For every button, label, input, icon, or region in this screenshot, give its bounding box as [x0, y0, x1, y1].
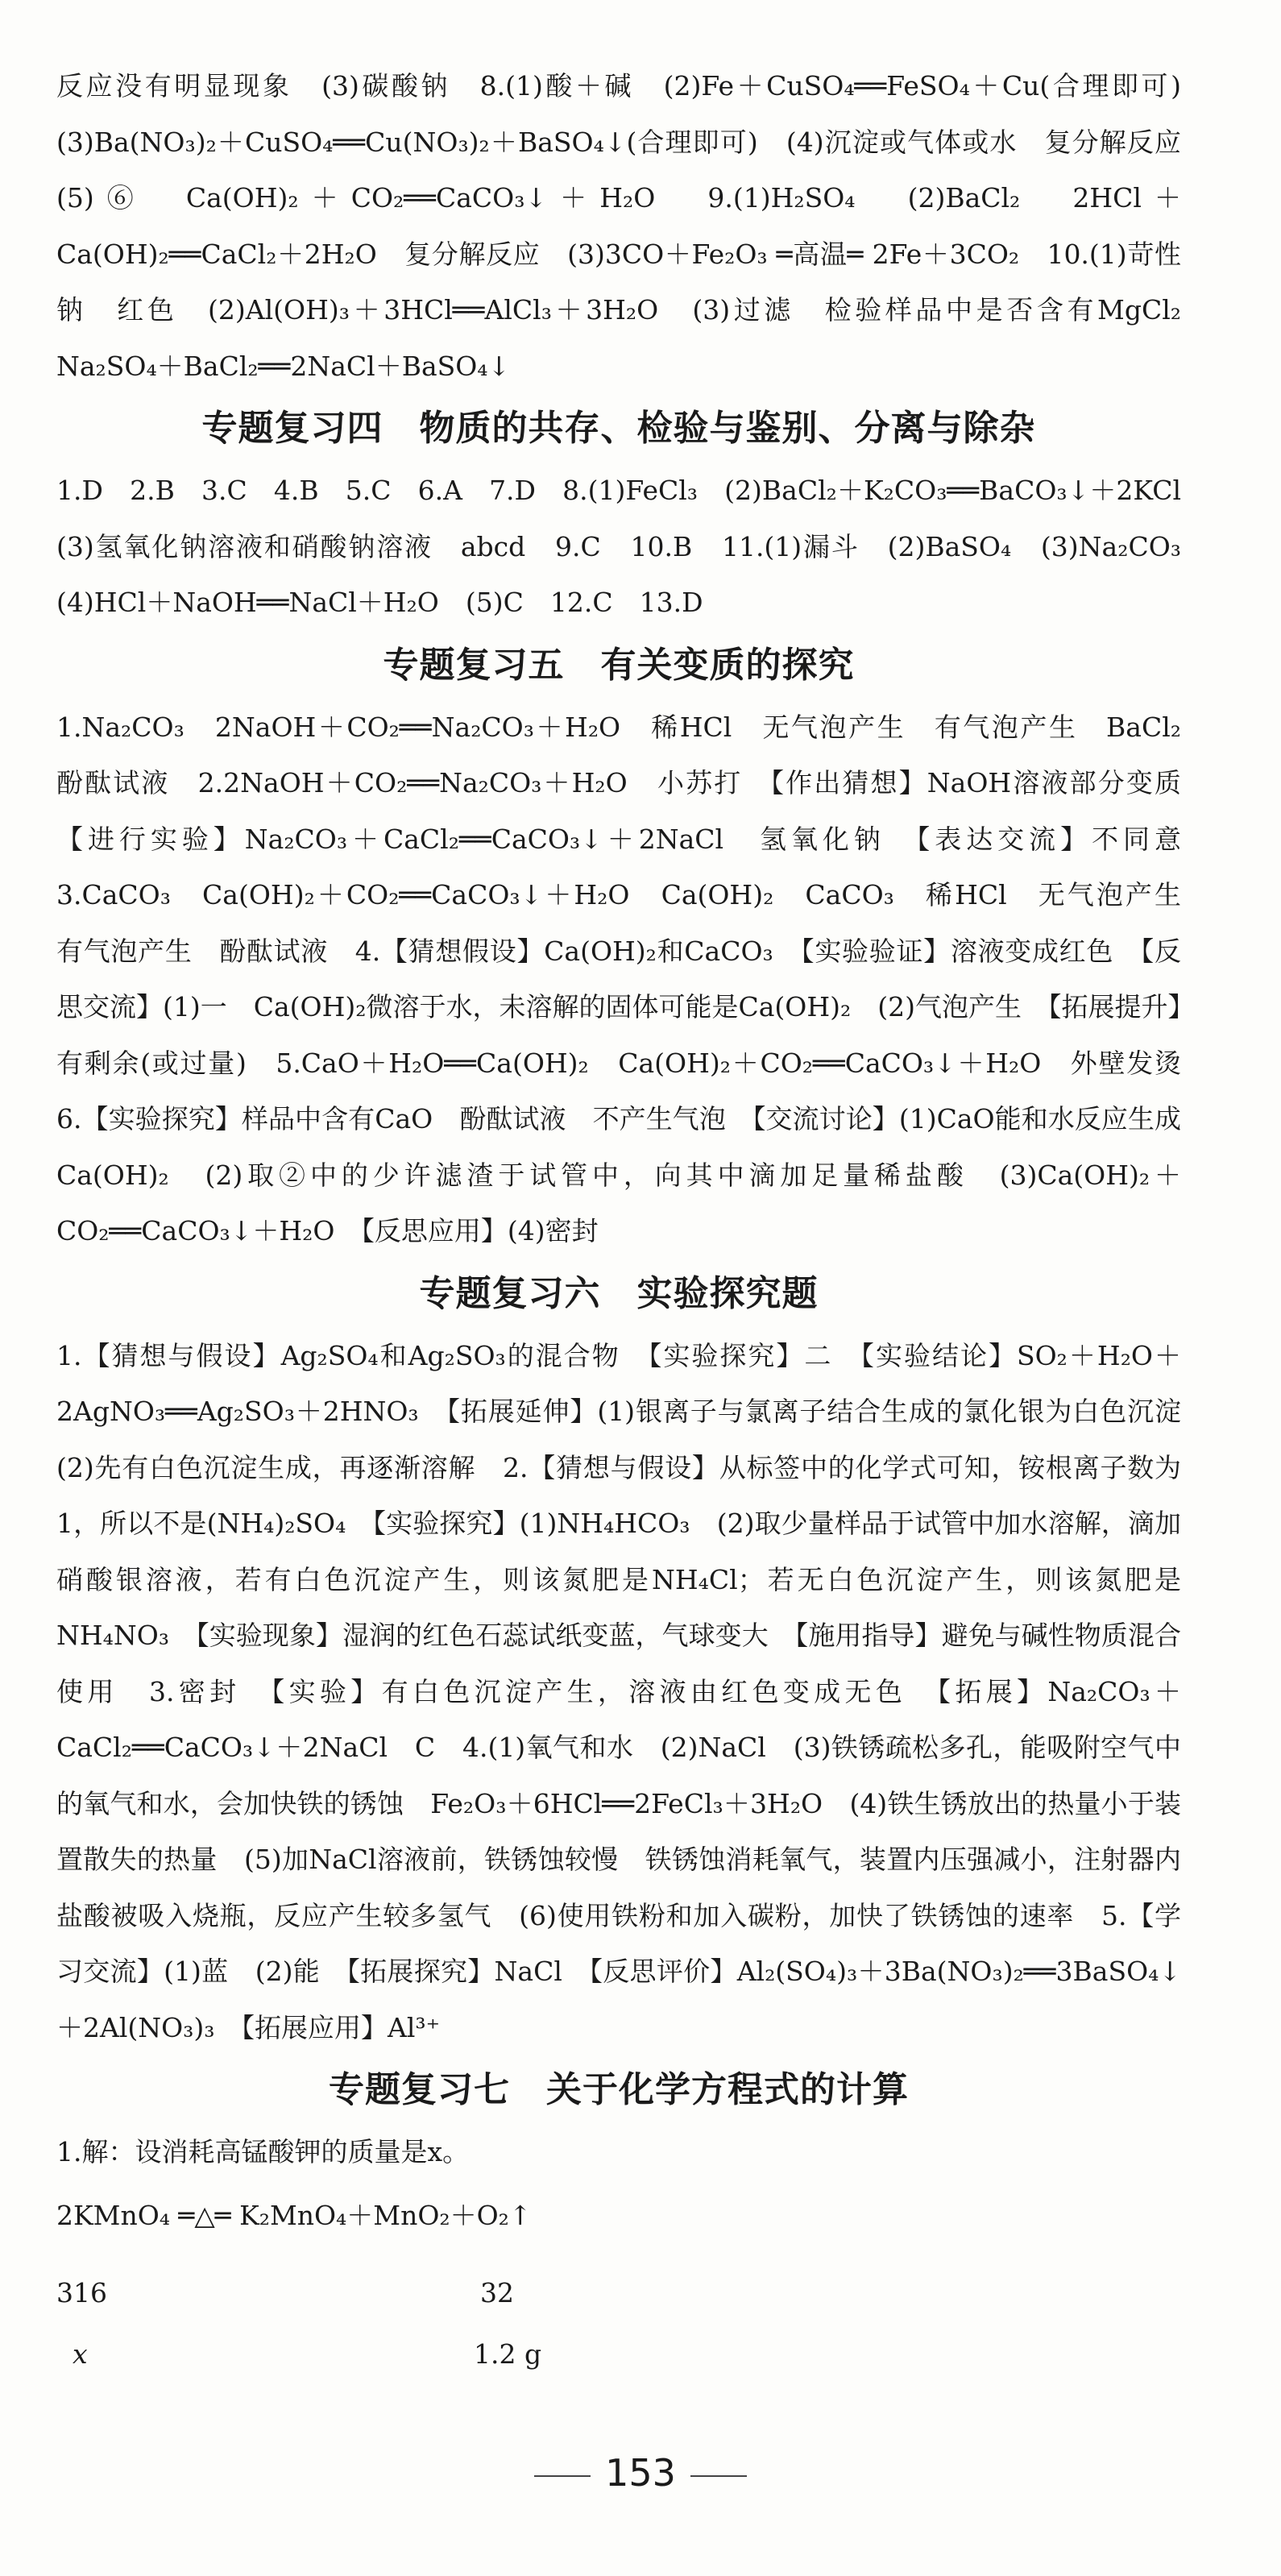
section-6-title	[56, 1259, 1181, 1328]
calc-equation: 2KMnO₄ ═△═ K₂MnO₄＋MnO₂＋O₂↑	[56, 2199, 532, 2231]
section-3-continuation	[56, 58, 1208, 394]
section-5-answers	[56, 699, 1208, 1259]
section-6-answers	[56, 1328, 1208, 2056]
s5-text: 1.Na₂CO₃ 2NaOH＋CO₂══Na₂CO₃＋H₂O 稀HCl 无气泡产生 有气泡产生 BaCl₂ 酚酞试液 2.2NaOH＋CO₂══Na₂CO₃＋H₂O 小苏打 【作出猜想】NaOH溶液部分变质 【进行实验】Na₂CO₃＋CaCl₂══CaCO₃↓＋2NaCl 氢氧化钠 【表达交流】不同意 3.CaCO₃ Ca(OH)₂＋CO₂══CaCO₃↓＋H₂O Ca(OH)₂ CaCO₃ 稀HCl 无气泡产生 有气泡产生 酚酞试液 4.【猜想假设】Ca(OH)₂和CaCO₃ 【实验验证】溶液变成红色 【反思交流】(1)一 Ca(OH)₂微溶于水，未溶解的固体可能是Ca(OH)₂ (2)气泡产生 【拓展提升】有剩余(或过量) 5.CaO＋H₂O══Ca(OH)₂ Ca(OH)₂＋CO₂══CaCO₃↓＋H₂O 外壁发烫 6.【实验探究】样品中含有CaO 酚酞试液 不产生气泡 【交流讨论】(1)CaO能和水反应生成Ca(OH)₂ (2)取②中的少许滤渣于试管中，向其中滴加足量稀盐酸 (3)Ca(OH)₂＋CO₂══CaCO₃↓＋H₂O 【反思应用】(4)密封	[56, 711, 1208, 1247]
section-4-title	[56, 394, 1181, 463]
page-number	[0, 2451, 1281, 2495]
section-7-title-text: 专题复习七 关于化学方程式的计算	[329, 2069, 909, 2110]
page-number-dash-left	[534, 2475, 591, 2477]
calculation-block	[56, 2180, 1181, 2446]
s3-text: 反应没有明显现象 (3)碳酸钠 8.(1)酸＋碱 (2)Fe＋CuSO₄══FeSO₄＋Cu(合理即可) (3)Ba(NO₃)₂＋CuSO₄══Cu(NO₃)₂＋BaSO₄↓(合理即可) (4)沉淀或气体或水 复分解反应 (5)⑥ Ca(OH)₂＋CO₂══CaCO₃↓＋H₂O 9.(1)H₂SO₄ (2)BaCl₂ 2HCl＋Ca(OH)₂══CaCl₂＋2H₂O 复分解反应 (3)3CO＋Fe₂O₃ ═高温═ 2Fe＋3CO₂ 10.(1)苛性钠 红色 (2)Al(OH)₃＋3HCl══AlCl₃＋3H₂O (3)过滤 检验样品中是否含有MgCl₂ Na₂SO₄＋BaCl₂══2NaCl＋BaSO₄↓	[56, 70, 1208, 382]
section-4-answers	[56, 463, 1208, 631]
section-6-title-text: 专题复习六 实验探究题	[419, 1272, 819, 1314]
calc-molar-right: 32	[480, 2276, 514, 2308]
calc-molar-left: 316	[56, 2276, 107, 2308]
s7-text: 1.解：设消耗高锰酸钾的质量是x。	[56, 2136, 470, 2167]
s6-text: 1.【猜想与假设】Ag₂SO₄和Ag₂SO₃的混合物 【实验探究】二 【实验结论】SO₂＋H₂O＋2AgNO₃══Ag₂SO₃＋2HNO₃ 【拓展延伸】(1)银离子与氯离子结合生成的氯化银为白色沉淀 (2)先有白色沉淀生成，再逐渐溶解 2.【猜想与假设】从标签中的化学式可知，铵根离子数为1，所以不是(NH₄)₂SO₄ 【实验探究】(1)NH₄HCO₃ (2)取少量样品于试管中加水溶解，滴加硝酸银溶液，若有白色沉淀产生，则该氮肥是NH₄Cl；若无白色沉淀产生，则该氮肥是NH₄NO₃ 【实验现象】湿润的红色石蕊试纸变蓝，气球变大 【施用指导】避免与碱性物质混合使用 3.密封 【实验】有白色沉淀产生，溶液由红色变成无色 【拓展】Na₂CO₃＋CaCl₂══CaCO₃↓＋2NaCl C 4.(1)氧气和水 (2)NaCl (3)铁锈疏松多孔，能吸附空气中的氧气和水，会加快铁的锈蚀 Fe₂O₃＋6HCl══2FeCl₃＋3H₂O (4)铁生锈放出的热量小于装置散失的热量 (5)加NaCl溶液前，铁锈蚀较慢 铁锈蚀消耗氧气，装置内压强减小，注射器内盐酸被吸入烧瓶，反应产生较多氢气 (6)使用铁粉和加入碳粉，加快了铁锈蚀的速率 5.【学习交流】(1)蓝 (2)能 【拓展探究】NaCl 【反思评价】Al₂(SO₄)₃＋3Ba(NO₃)₂══3BaSO₄↓＋2Al(NO₃)₃ 【拓展应用】Al³⁺	[56, 1339, 1208, 2043]
section-5-title	[56, 631, 1181, 699]
section-4-title-text: 专题复习四 物质的共存、检验与鉴别、分离与除杂	[201, 408, 1036, 449]
calc-known-right: 1.2 g	[474, 2337, 542, 2370]
page-number-dash-right	[690, 2475, 747, 2477]
calc-unknown-left: x	[73, 2337, 88, 2370]
section-7-intro	[56, 2124, 1181, 2180]
section-5-title-text: 专题复习五 有关变质的探究	[383, 644, 855, 686]
section-7-title	[56, 2055, 1181, 2124]
s4-text: 1.D 2.B 3.C 4.B 5.C 6.A 7.D 8.(1)FeCl₃ (2)BaCl₂＋K₂CO₃══BaCO₃↓＋2KCl (3)氢氧化钠溶液和硝酸钠溶液 abcd 9.C 10.B 11.(1)漏斗 (2)BaSO₄ (3)Na₂CO₃ (4)HCl＋NaOH══NaCl＋H₂O (5)C 12.C 13.D	[56, 475, 1208, 618]
page-number-text: 153	[605, 2451, 676, 2495]
